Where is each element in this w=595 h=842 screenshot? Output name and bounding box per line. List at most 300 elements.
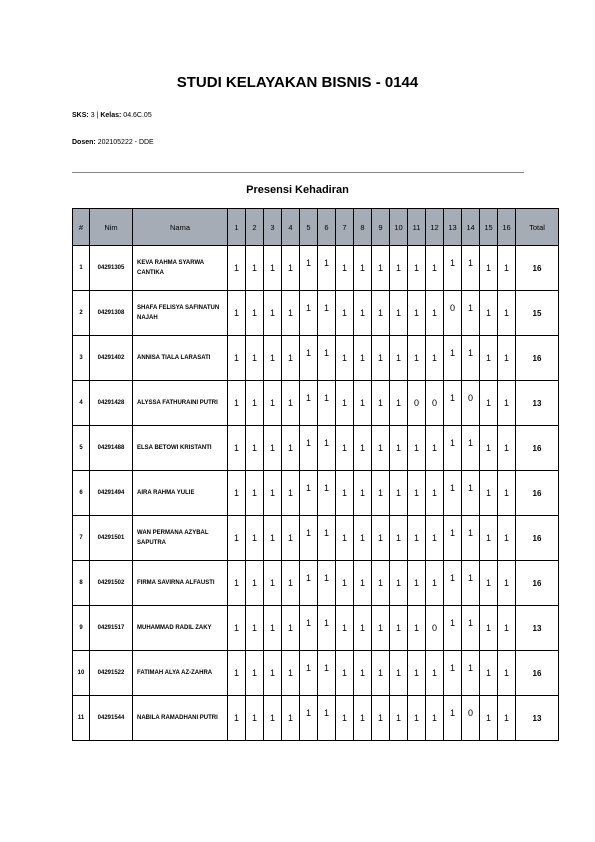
attendance-value: 1	[467, 483, 473, 493]
attendance-cell	[264, 471, 282, 516]
attendance-cell	[228, 471, 246, 516]
attendance-cell	[408, 651, 426, 696]
attendance-cell	[444, 606, 462, 651]
attendance-value: 1	[269, 263, 275, 273]
dosen-label: Dosen:	[72, 139, 96, 146]
row-number: 9	[73, 606, 90, 651]
attendance-value: 1	[449, 483, 455, 493]
attendance-cell	[246, 246, 264, 291]
attendance-value: 1	[359, 488, 365, 498]
attendance-value: 1	[377, 443, 383, 453]
attendance-value: 1	[449, 573, 455, 583]
name-cell: AIRA RAHMA YULIE	[133, 471, 228, 516]
attendance-cell	[318, 516, 336, 561]
table-body	[73, 246, 559, 741]
attendance-cell	[318, 246, 336, 291]
attendance-cell	[300, 561, 318, 606]
row-number: 7	[73, 516, 90, 561]
attendance-value: 1	[467, 573, 473, 583]
attendance-value: 1	[485, 263, 491, 273]
attendance-cell	[318, 426, 336, 471]
attendance-value: 1	[503, 308, 509, 318]
attendance-value: 1	[287, 533, 293, 543]
attendance-cell	[246, 696, 264, 741]
attendance-cell	[300, 651, 318, 696]
attendance-value: 1	[269, 533, 275, 543]
attendance-value: 1	[395, 398, 401, 408]
attendance-value: 1	[503, 398, 509, 408]
attendance-cell	[354, 651, 372, 696]
attendance-cell	[372, 336, 390, 381]
page-title: STUDI KELAYAKAN BISNIS - 0144	[176, 74, 419, 91]
total-cell: 16	[516, 246, 559, 291]
attendance-value: 1	[251, 623, 257, 633]
attendance-cell	[318, 381, 336, 426]
attendance-value: 1	[233, 623, 239, 633]
attendance-value: 1	[449, 393, 455, 403]
row-number: 5	[73, 426, 90, 471]
row-number: 10	[73, 651, 90, 696]
attendance-value: 1	[485, 488, 491, 498]
attendance-value: 0	[431, 623, 437, 633]
attendance-cell	[264, 426, 282, 471]
attendance-value: 1	[377, 353, 383, 363]
attendance-cell	[282, 471, 300, 516]
attendance-value: 1	[467, 438, 473, 448]
attendance-cell	[462, 696, 480, 741]
nim-cell: 04291522	[90, 651, 133, 696]
attendance-cell	[300, 696, 318, 741]
attendance-value: 1	[341, 713, 347, 723]
attendance-value: 1	[413, 263, 419, 273]
attendance-cell	[246, 381, 264, 426]
attendance-cell	[300, 516, 318, 561]
column-header: 6	[318, 209, 336, 246]
table-row	[73, 246, 559, 291]
attendance-cell	[426, 651, 444, 696]
attendance-value: 1	[449, 258, 455, 268]
attendance-value: 1	[395, 488, 401, 498]
total-cell: 13	[516, 696, 559, 741]
course-info	[72, 112, 152, 119]
attendance-cell	[408, 696, 426, 741]
attendance-value: 1	[287, 488, 293, 498]
column-header: Nim	[90, 209, 133, 246]
attendance-cell	[318, 696, 336, 741]
attendance-value: 1	[395, 713, 401, 723]
attendance-cell	[282, 651, 300, 696]
column-header: 13	[444, 209, 462, 246]
attendance-cell	[480, 561, 498, 606]
attendance-value: 1	[485, 353, 491, 363]
row-number: 8	[73, 561, 90, 606]
attendance-value: 1	[395, 533, 401, 543]
attendance-value: 1	[395, 668, 401, 678]
column-header: 16	[498, 209, 516, 246]
attendance-value: 1	[251, 398, 257, 408]
attendance-value: 1	[359, 308, 365, 318]
attendance-cell	[336, 471, 354, 516]
attendance-value: 1	[287, 263, 293, 273]
attendance-cell	[480, 516, 498, 561]
attendance-value: 1	[485, 398, 491, 408]
attendance-value: 1	[413, 713, 419, 723]
attendance-value: 1	[359, 578, 365, 588]
attendance-cell	[264, 246, 282, 291]
attendance-cell	[462, 246, 480, 291]
column-header: 14	[462, 209, 480, 246]
separator: |	[96, 112, 99, 119]
attendance-cell	[408, 606, 426, 651]
attendance-cell	[264, 561, 282, 606]
attendance-value: 1	[413, 668, 419, 678]
attendance-value: 1	[305, 528, 311, 538]
attendance-value: 1	[305, 573, 311, 583]
attendance-value: 1	[341, 623, 347, 633]
attendance-cell	[264, 336, 282, 381]
attendance-value: 1	[287, 353, 293, 363]
total-cell: 16	[516, 426, 559, 471]
attendance-value: 1	[341, 578, 347, 588]
attendance-cell	[354, 696, 372, 741]
attendance-value: 1	[503, 713, 509, 723]
attendance-value: 1	[287, 623, 293, 633]
name-cell: MUHAMMAD RADIL ZAKY	[133, 606, 228, 651]
attendance-value: 1	[233, 443, 239, 453]
attendance-value: 1	[341, 398, 347, 408]
attendance-value: 1	[485, 443, 491, 453]
attendance-cell	[300, 381, 318, 426]
attendance-cell	[336, 606, 354, 651]
attendance-value: 1	[341, 668, 347, 678]
attendance-value: 1	[269, 623, 275, 633]
column-header: #	[73, 209, 90, 246]
attendance-cell	[246, 606, 264, 651]
table-row	[73, 471, 559, 516]
attendance-cell	[462, 381, 480, 426]
table-row	[73, 651, 559, 696]
attendance-value: 1	[503, 263, 509, 273]
attendance-cell	[408, 246, 426, 291]
attendance-cell	[372, 291, 390, 336]
attendance-cell	[444, 336, 462, 381]
attendance-value: 1	[305, 663, 311, 673]
table-row	[73, 696, 559, 741]
attendance-value: 1	[305, 258, 311, 268]
table-row	[73, 336, 559, 381]
attendance-cell	[498, 291, 516, 336]
attendance-cell	[426, 561, 444, 606]
attendance-cell	[318, 606, 336, 651]
nim-cell: 04291488	[90, 426, 133, 471]
attendance-cell	[246, 651, 264, 696]
attendance-value: 1	[431, 578, 437, 588]
attendance-value: 1	[431, 353, 437, 363]
attendance-value: 1	[323, 573, 329, 583]
attendance-value: 1	[359, 533, 365, 543]
row-number: 1	[73, 246, 90, 291]
attendance-cell	[246, 561, 264, 606]
row-number: 2	[73, 291, 90, 336]
kelas-label: Kelas:	[100, 112, 122, 119]
attendance-cell	[462, 561, 480, 606]
attendance-value: 1	[305, 708, 311, 718]
attendance-value: 1	[395, 578, 401, 588]
attendance-value: 1	[431, 308, 437, 318]
attendance-cell	[228, 561, 246, 606]
attendance-cell	[300, 606, 318, 651]
table-header-row	[73, 209, 559, 246]
attendance-value: 1	[323, 483, 329, 493]
attendance-value: 1	[233, 488, 239, 498]
column-header: 7	[336, 209, 354, 246]
attendance-value: 1	[395, 263, 401, 273]
attendance-value: 1	[269, 398, 275, 408]
nim-cell: 04291501	[90, 516, 133, 561]
attendance-value: 1	[269, 488, 275, 498]
column-header: Nama	[133, 209, 228, 246]
total-cell: 16	[516, 471, 559, 516]
attendance-value: 1	[269, 578, 275, 588]
table-row	[73, 516, 559, 561]
lecturer-info	[72, 139, 154, 146]
attendance-cell	[372, 426, 390, 471]
attendance-value: 1	[269, 308, 275, 318]
attendance-value: 1	[251, 668, 257, 678]
attendance-cell	[498, 336, 516, 381]
attendance-value: 1	[449, 528, 455, 538]
attendance-value: 1	[503, 533, 509, 543]
column-header: Total	[516, 209, 559, 246]
table-row	[73, 426, 559, 471]
sks-label: SKS:	[72, 112, 89, 119]
attendance-value: 1	[269, 443, 275, 453]
attendance-cell	[444, 651, 462, 696]
attendance-cell	[282, 291, 300, 336]
attendance-value: 1	[305, 483, 311, 493]
attendance-value: 0	[431, 398, 437, 408]
attendance-value: 1	[359, 263, 365, 273]
attendance-value: 1	[251, 263, 257, 273]
attendance-value: 0	[467, 708, 473, 718]
attendance-value: 1	[449, 663, 455, 673]
attendance-cell	[390, 426, 408, 471]
attendance-value: 1	[467, 528, 473, 538]
attendance-value: 1	[233, 668, 239, 678]
attendance-value: 1	[287, 398, 293, 408]
row-number: 3	[73, 336, 90, 381]
name-cell: ANNISA TIALA LARASATI	[133, 336, 228, 381]
attendance-value: 1	[323, 528, 329, 538]
attendance-cell	[246, 516, 264, 561]
attendance-cell	[498, 651, 516, 696]
attendance-cell	[426, 291, 444, 336]
attendance-value: 1	[251, 713, 257, 723]
attendance-value: 1	[377, 488, 383, 498]
attendance-cell	[462, 336, 480, 381]
attendance-value: 1	[305, 618, 311, 628]
attendance-value: 1	[323, 618, 329, 628]
attendance-cell	[444, 291, 462, 336]
attendance-cell	[318, 471, 336, 516]
attendance-value: 0	[413, 398, 419, 408]
attendance-cell	[228, 651, 246, 696]
name-cell: NABILA RAMADHANI PUTRI	[133, 696, 228, 741]
column-header: 10	[390, 209, 408, 246]
attendance-cell	[300, 291, 318, 336]
column-header: 12	[426, 209, 444, 246]
nim-cell: 04291402	[90, 336, 133, 381]
nim-cell: 04291544	[90, 696, 133, 741]
attendance-value: 1	[359, 353, 365, 363]
nim-cell: 04291305	[90, 246, 133, 291]
attendance-value: 1	[485, 713, 491, 723]
attendance-value: 1	[377, 668, 383, 678]
nim-cell: 04291517	[90, 606, 133, 651]
attendance-value: 1	[323, 258, 329, 268]
attendance-cell	[444, 426, 462, 471]
attendance-cell	[444, 471, 462, 516]
attendance-value: 1	[233, 308, 239, 318]
attendance-cell	[282, 426, 300, 471]
attendance-value: 1	[395, 443, 401, 453]
name-cell: ALYSSA FATHURAINI PUTRI	[133, 381, 228, 426]
attendance-value: 1	[413, 578, 419, 588]
attendance-cell	[426, 381, 444, 426]
attendance-cell	[246, 336, 264, 381]
attendance-value: 1	[305, 393, 311, 403]
attendance-value: 1	[341, 488, 347, 498]
attendance-cell	[390, 246, 408, 291]
attendance-cell	[480, 291, 498, 336]
column-header: 15	[480, 209, 498, 246]
attendance-cell	[498, 696, 516, 741]
section-title: Presensi Kehadiran	[246, 184, 349, 196]
attendance-cell	[264, 651, 282, 696]
attendance-cell	[462, 606, 480, 651]
table-row	[73, 381, 559, 426]
attendance-value: 1	[341, 443, 347, 453]
attendance-value: 1	[251, 443, 257, 453]
attendance-cell	[264, 516, 282, 561]
attendance-value: 1	[323, 303, 329, 313]
attendance-cell	[246, 471, 264, 516]
attendance-cell	[336, 516, 354, 561]
attendance-value: 1	[233, 353, 239, 363]
attendance-value: 1	[251, 578, 257, 588]
attendance-cell	[372, 381, 390, 426]
attendance-cell	[372, 246, 390, 291]
attendance-value: 1	[359, 623, 365, 633]
attendance-value: 1	[413, 533, 419, 543]
attendance-cell	[264, 606, 282, 651]
attendance-cell	[408, 426, 426, 471]
attendance-value: 1	[431, 713, 437, 723]
attendance-value: 1	[323, 393, 329, 403]
attendance-value: 1	[485, 668, 491, 678]
attendance-value: 1	[503, 488, 509, 498]
attendance-value: 1	[287, 308, 293, 318]
table-row	[73, 561, 559, 606]
attendance-value: 1	[503, 578, 509, 588]
attendance-value: 1	[233, 713, 239, 723]
attendance-value: 1	[467, 303, 473, 313]
attendance-cell	[462, 471, 480, 516]
attendance-cell	[264, 696, 282, 741]
attendance-cell	[372, 516, 390, 561]
attendance-value: 1	[305, 438, 311, 448]
attendance-cell	[498, 516, 516, 561]
attendance-cell	[354, 381, 372, 426]
attendance-value: 1	[323, 438, 329, 448]
total-cell: 16	[516, 336, 559, 381]
attendance-cell	[498, 246, 516, 291]
attendance-value: 1	[233, 398, 239, 408]
attendance-value: 1	[413, 443, 419, 453]
table-row	[73, 606, 559, 651]
attendance-cell	[408, 336, 426, 381]
attendance-cell	[282, 381, 300, 426]
attendance-cell	[390, 471, 408, 516]
attendance-value: 1	[377, 578, 383, 588]
attendance-cell	[390, 291, 408, 336]
name-cell: FATIMAH ALYA AZ-ZAHRA	[133, 651, 228, 696]
total-cell: 16	[516, 516, 559, 561]
attendance-cell	[336, 651, 354, 696]
attendance-cell	[426, 426, 444, 471]
dosen-value: 202105222 - DDE	[97, 139, 154, 146]
attendance-cell	[336, 381, 354, 426]
attendance-value: 1	[467, 258, 473, 268]
name-cell: KEVA RAHMA SYARWA CANTIKA	[133, 246, 228, 291]
name-cell: ELSA BETOWI KRISTANTI	[133, 426, 228, 471]
attendance-cell	[336, 246, 354, 291]
attendance-value: 1	[287, 578, 293, 588]
attendance-cell	[372, 561, 390, 606]
attendance-value: 1	[467, 348, 473, 358]
attendance-value: 1	[341, 533, 347, 543]
attendance-value: 1	[431, 668, 437, 678]
attendance-cell	[462, 651, 480, 696]
attendance-cell	[462, 426, 480, 471]
attendance-cell	[444, 381, 462, 426]
attendance-value: 1	[503, 443, 509, 453]
column-header: 5	[300, 209, 318, 246]
attendance-cell	[336, 696, 354, 741]
attendance-value: 1	[485, 623, 491, 633]
attendance-value: 1	[395, 308, 401, 318]
attendance-cell	[462, 516, 480, 561]
attendance-value: 1	[233, 578, 239, 588]
attendance-cell	[228, 606, 246, 651]
attendance-cell	[444, 561, 462, 606]
attendance-cell	[498, 381, 516, 426]
attendance-value: 1	[359, 398, 365, 408]
attendance-value: 1	[305, 303, 311, 313]
attendance-cell	[354, 561, 372, 606]
attendance-cell	[228, 516, 246, 561]
attendance-value: 1	[233, 263, 239, 273]
total-cell: 13	[516, 606, 559, 651]
attendance-cell	[282, 696, 300, 741]
attendance-cell	[300, 426, 318, 471]
attendance-cell	[318, 336, 336, 381]
attendance-cell	[354, 426, 372, 471]
attendance-value: 1	[269, 713, 275, 723]
attendance-value: 1	[323, 708, 329, 718]
attendance-cell	[282, 561, 300, 606]
nim-cell: 04291502	[90, 561, 133, 606]
